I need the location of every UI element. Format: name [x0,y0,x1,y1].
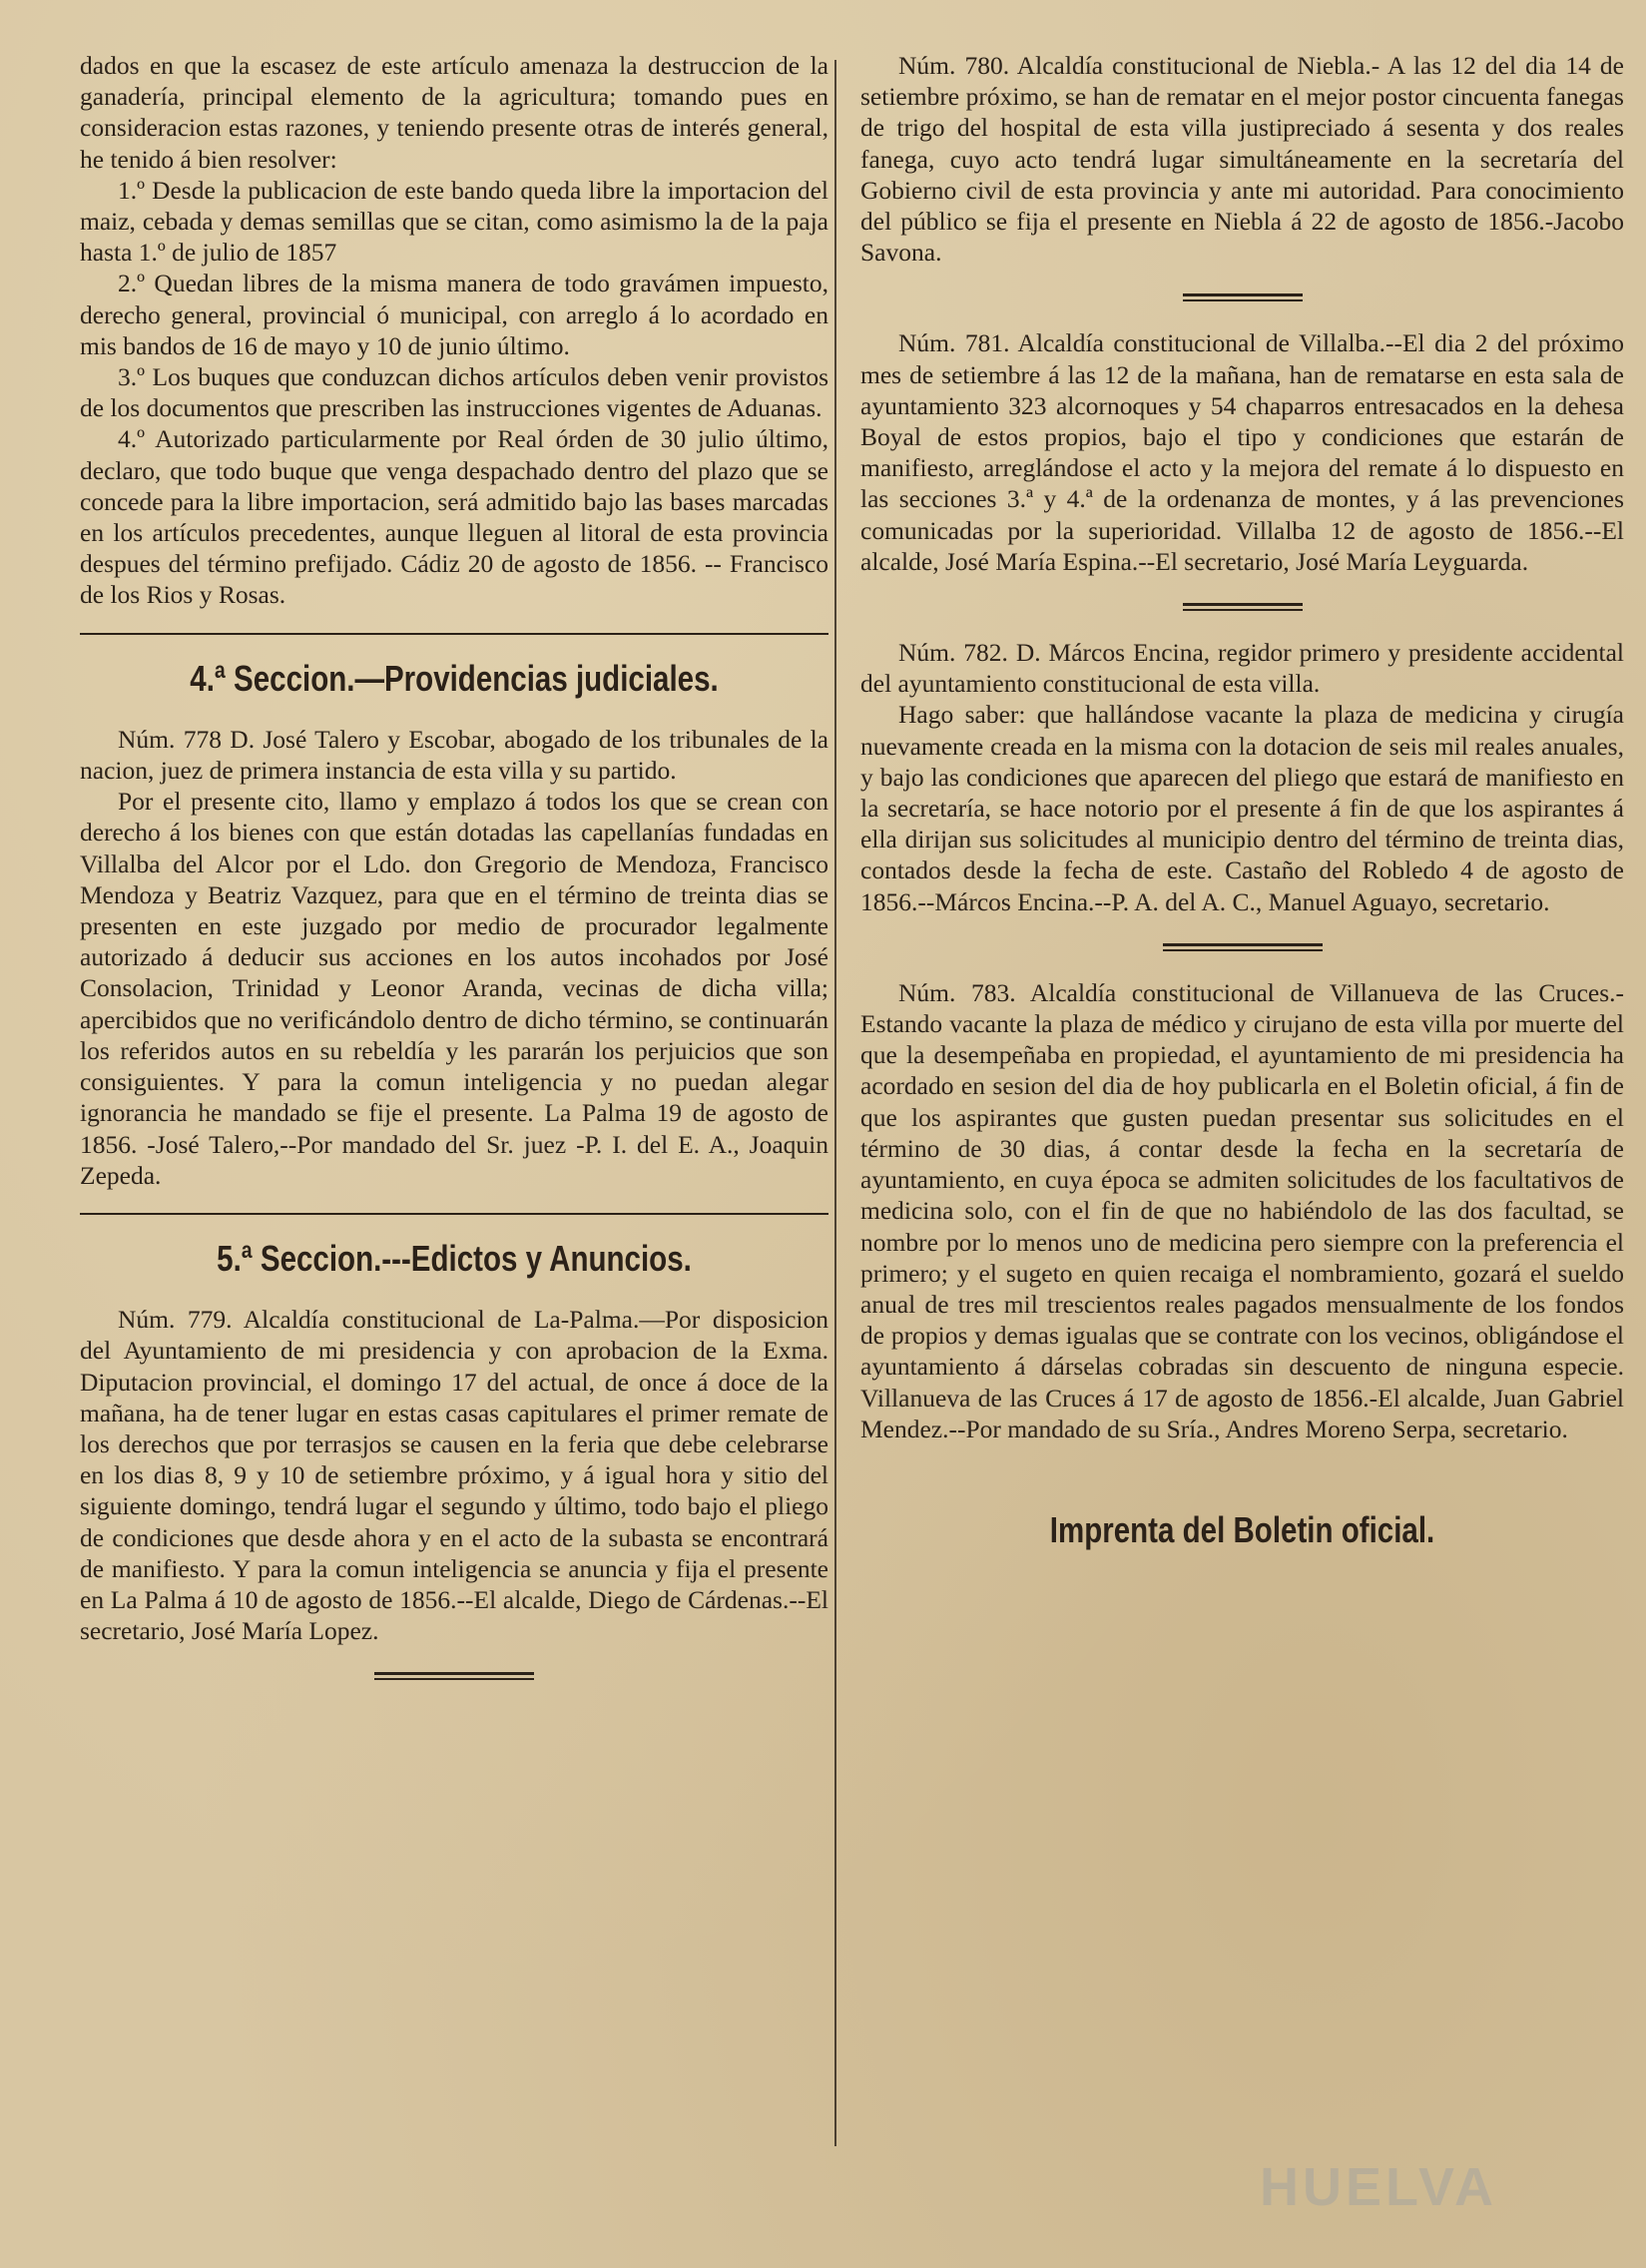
ornament-rule [1163,943,1323,951]
intro-paragraph: dados en que la escasez de este artículo amenaza la destruccion de la ganadería, principal elemento de la agricultura; tomando pues en consideracion estas razones, y teniendo presente otras de interés general, he tenido á bien resolver: [80,51,828,174]
section-4-title: 4.ª Seccion.—Providencias judiciales. [190,657,719,699]
notice-783: Núm. 783. Alcaldía constitucional de Villanueva de las Cruces.- Estando vacante la plaza de médico y cirujano de esta villa por muerte del que la desempeñaba en propiedad, el ayuntamiento de mi presidencia ha acordado en sesion del dia de hoy publicarla en el Boletin oficial, á fin de que los aspirantes que gusten puedan presentar sus solicitudes en el término de 30 dias, á contar desde la fecha en la secretaría de ayuntamiento, en cuya época se admiten solicitudes de los facultativos de medicina solo, con el fin de que no habiéndolo de las dos facultad, se nombre por lo menos uno de medicina pero siempre con la preferencia el primero; y el sugeto en quien recaiga el nombramiento, gozará el sueldo anual de tres mil trescientos reales pagados mensualmente de los fondos de propios y demas igualas que se contrate con los vecinos, obligándose el ayuntamiento á dárselas cobradas sin descuento de ninguna especie. Villanueva de las Cruces á 17 de agosto de 1856.-El alcalde, Juan Gabriel Mendez.--Por mandado de su Sría., Andres Moreno Serpa, secretario. [860,977,1624,1443]
left-column [80,50,828,1706]
notice-780: Núm. 780. Alcaldía constitucional de Niebla.- A las 12 del dia 14 de setiembre próximo, se han de rematar en el mejor postor cincuenta fanegas de trigo del hospital de esta villa justipreciado á sesenta y dos reales fanega, cuyo acto tendrá lugar simultáneamente en la secretaría del Gobierno civil de esta provincia y ante mi autoridad. Para conocimiento del público se fija el presente en Niebla á 22 de agosto de 1856.-Jacobo Savona. [860,51,1624,268]
ornament-rule [1183,293,1303,301]
notice-779: Núm. 779. Alcaldía constitucional de La-Palma.—Por disposicion del Ayuntamiento de mi presidencia y con aprobacion de la Exma. Diputacion provincial, el domingo 17 del actual, de once á doce de la mañana, ha de tener lugar en estas casas capitulares el primer remate de los derechos que por terrasjos se causen en la feria que debe celebrarse en los dias 8, 9 y 10 de setiembre próximo, y á igual hora y sitio del siguiente domingo, tendrá lugar el segundo y último, todo bajo el pliego de condiciones que desde ahora y en el acto de la subasta se encontrará de manifiesto. Y para la comun inteligencia se anuncia y fija el presente en La Palma á 10 de agosto de 1856.--El alcalde, Diego de Cárdenas.--El secretario, José María Lopez. [80,1305,828,1646]
section-divider [80,1213,828,1215]
section-5-title: 5.ª Seccion.---Edictos y Anuncios. [217,1237,692,1279]
notice-778-body: Por el presente cito, llamo y emplazo á todos los que se crean con derecho á los bienes con que están dotadas las capellanías fundadas en Villalba del Alcor por el Ldo. don Gregorio de Mendoza, Francisco Mendoza y Beatriz Vazquez, para que en el término de treinta dias se presenten en este juzgado por medio de procurador legalmente autorizado á deducir sus acciones en los autos incohados por José Consolacion, Trinidad y Leonor Aranda, vecinas de dicha villa; apercibidos que no verificándolo dentro de dicho término, se continuarán los referidos autos en su rebeldía y les pararán los perjuicios que son consiguientes. Y para la comun inteligencia y no puedan alegar ignorancia he mandado se fije el presente. La Palma 19 de agosto de 1856. -José Talero,--Por mandado del Sr. juez -P. I. del E. A., Joaquin Zepeda. [80,787,828,1190]
notice-778-header: Núm. 778 D. José Talero y Escobar, abogado de los tribunales de la nacion, juez de primera instancia de esta villa y su partido. [80,724,828,786]
ornament-rule [374,1672,534,1680]
article-3: 3.º Los buques que conduzcan dichos artículos deben venir provistos de los documentos que prescriben las instrucciones vigentes de Aduanas. [80,362,828,423]
article-4: 4.º Autorizado particularmente por Real órden de 30 julio último, declaro, que todo buque que venga despachado dentro del plazo que se concede para la libre importacion, será admitido bajo las bases marcadas en los artículos precedentes, aunque lleguen al litoral de esta provincia despues del término prefijado. Cádiz 20 de agosto de 1856. -- Francisco de los Rios y Rosas. [80,424,828,610]
notice-782-body: Hago saber: que hallándose vacante la plaza de medicina y cirugía nuevamente creada en la misma con la dotacion de seis mil reales anuales, y bajo las condiciones que aparecen del pliego que estará de manifiesto en la secretaría, se hace notorio por el presente á fin de que los aspirantes á ella dirijan sus solicitudes al municipio dentro del término de treinta dias, contados desde la fecha de este. Castaño del Robledo 4 de agosto de 1856.--Márcos Encina.--P. A. del A. C., Manuel Aguayo, secretario. [860,700,1624,916]
notice-781: Núm. 781. Alcaldía constitucional de Villalba.--El dia 2 del próximo mes de setiembre á las 12 de la mañana, han de rematarse en esta sala de ayuntamiento 323 alcornoques y 54 chaparros entresacados en la dehesa Boyal de estos propios, bajo el tipo y condiciones que estarán de manifiesto, arreglándose el acto y la mejora del remate á lo dispuesto en las secciones 3.ª y 4.ª de la ordenanza de montes, y á las prevenciones comunicadas por la superioridad. Villalba 12 de agosto de 1856.--El alcalde, José María Espina.--El secretario, José María Leyguarda. [860,328,1624,576]
column-rule [834,60,836,2146]
article-1: 1.º Desde la publicacion de este bando queda libre la importacion del maiz, cebada y demas semillas que se citan, como asimismo la de la paja hasta 1.º de julio de 1857 [80,175,828,268]
ornament-rule [1183,603,1303,611]
printer-imprint: Imprenta del Boletin oficial. [1049,1508,1435,1550]
article-2: 2.º Quedan libres de la misma manera de todo gravámen impuesto, derecho general, provincial ó municipal, con arreglo á lo acordado en mis bandos de 16 de mayo y 10 de junio último. [80,269,828,360]
notice-782-header: Núm. 782. D. Márcos Encina, regidor primero y presidente accidental del ayuntamiento constitucional de esta villa. [860,638,1624,699]
section-divider [80,633,828,635]
huelva-watermark: HUELVA [1260,2157,1497,2217]
right-column [860,50,1624,1550]
